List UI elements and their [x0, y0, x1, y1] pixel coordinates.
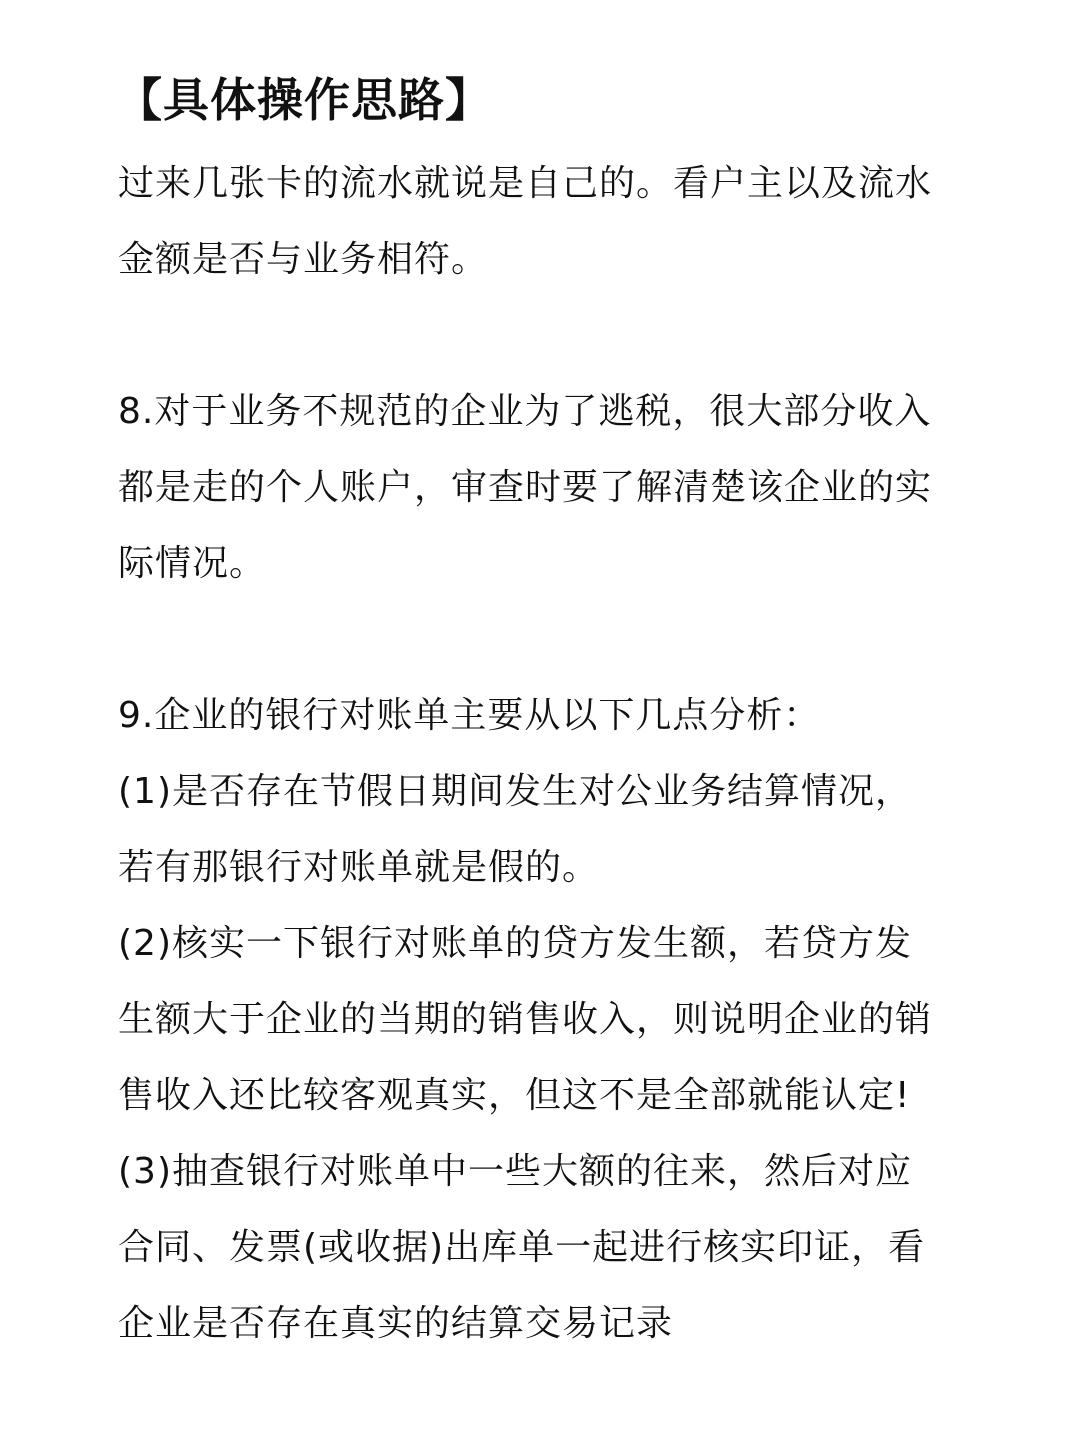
point9-line-2: (1)是否存在节假日期间发生对公业务结算情况，: [118, 771, 912, 812]
point9-line-9: 企业是否存在真实的结算交易记录: [118, 1303, 674, 1344]
intro-line-2: 金额是否与业务相符。: [118, 239, 489, 280]
point9-line-7: (3)抽查银行对账单中一些大额的往来，然后对应: [118, 1151, 912, 1192]
point9-line-1: 9.企业的银行对账单主要从以下几点分析：: [118, 695, 821, 736]
point9-line-3: 若有那银行对账单就是假的。: [118, 847, 600, 888]
point9-line-6: 售收入还比较客观真实，但这不是全部就能认定!: [118, 1075, 911, 1116]
point8-line-2: 都是走的个人账户，审查时要了解清楚该企业的实: [118, 467, 933, 508]
section-heading: 【具体操作思路】: [116, 73, 492, 127]
point8-line-3: 际情况。: [118, 543, 267, 584]
point8-line-1: 8.对于业务不规范的企业为了逃税，很大部分收入: [118, 391, 932, 432]
point9-line-5: 生额大于企业的当期的销售收入，则说明企业的销: [118, 999, 933, 1040]
point9-line-8: 合同、发票(或收据)出库单一起进行核实印证，看: [118, 1227, 926, 1268]
point9-line-4: (2)核实一下银行对账单的贷方发生额，若贷方发: [118, 923, 912, 964]
intro-line-1: 过来几张卡的流水就说是自己的。看户主以及流水: [118, 163, 933, 204]
